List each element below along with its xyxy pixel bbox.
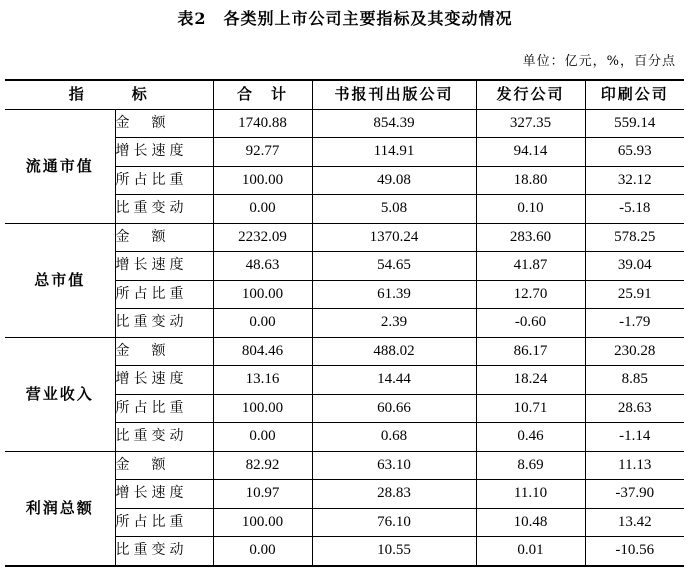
value-cell-printing: -1.14 <box>585 423 684 452</box>
metric-label: 金 额 <box>115 109 213 138</box>
value-cell-total: 92.77 <box>213 138 312 167</box>
value-cell-publishing: 54.65 <box>312 252 476 281</box>
value-cell-distribution: -0.60 <box>476 309 585 338</box>
value-cell-distribution: 41.87 <box>476 252 585 281</box>
value-cell-publishing: 10.55 <box>312 537 476 566</box>
value-cell-printing: 39.04 <box>585 252 684 281</box>
value-cell-total: 0.00 <box>213 195 312 224</box>
value-cell-printing: 230.28 <box>585 337 684 366</box>
header-row <box>5 80 684 109</box>
value-cell-publishing: 76.10 <box>312 508 476 537</box>
value-cell-publishing: 63.10 <box>312 451 476 480</box>
value-cell-publishing: 1370.24 <box>312 223 476 252</box>
indicator-table <box>5 79 684 567</box>
value-cell-total: 48.63 <box>213 252 312 281</box>
group-label: 营业收入 <box>5 337 115 451</box>
value-cell-total: 0.00 <box>213 537 312 566</box>
value-cell-printing: -37.90 <box>585 480 684 509</box>
value-cell-total: 1740.88 <box>213 109 312 138</box>
value-cell-printing: 578.25 <box>585 223 684 252</box>
table-row <box>5 337 684 366</box>
value-cell-distribution: 327.35 <box>476 109 585 138</box>
table-title: 表2 各类别上市公司主要指标及其变动情况 <box>177 9 513 28</box>
value-cell-publishing: 0.68 <box>312 423 476 452</box>
header-indicator-left: 指 <box>68 85 86 104</box>
value-cell-distribution: 0.10 <box>476 195 585 224</box>
value-cell-publishing: 14.44 <box>312 366 476 395</box>
metric-label: 比重变动 <box>115 309 213 338</box>
value-cell-printing: 8.85 <box>585 366 684 395</box>
value-cell-total: 0.00 <box>213 309 312 338</box>
table-body <box>5 109 684 566</box>
header-indicator-right: 标 <box>131 85 149 104</box>
value-cell-total: 13.16 <box>213 366 312 395</box>
value-cell-printing: 25.91 <box>585 280 684 309</box>
value-cell-distribution: 12.70 <box>476 280 585 309</box>
metric-label: 增长速度 <box>115 138 213 167</box>
value-cell-total: 82.92 <box>213 451 312 480</box>
metric-label: 金 额 <box>115 451 213 480</box>
value-cell-printing: 65.93 <box>585 138 684 167</box>
value-cell-total: 0.00 <box>213 423 312 452</box>
table-row <box>5 223 684 252</box>
value-cell-distribution: 10.48 <box>476 508 585 537</box>
value-cell-total: 100.00 <box>213 280 312 309</box>
value-cell-total: 100.00 <box>213 394 312 423</box>
value-cell-total: 100.00 <box>213 166 312 195</box>
value-cell-distribution: 18.80 <box>476 166 585 195</box>
group-label: 总市值 <box>5 223 115 337</box>
header-printing: 印刷公司 <box>585 80 684 109</box>
metric-label: 增长速度 <box>115 366 213 395</box>
value-cell-total: 804.46 <box>213 337 312 366</box>
value-cell-publishing: 114.91 <box>312 138 476 167</box>
metric-label: 所占比重 <box>115 280 213 309</box>
metric-label: 所占比重 <box>115 394 213 423</box>
value-cell-distribution: 8.69 <box>476 451 585 480</box>
metric-label: 比重变动 <box>115 537 213 566</box>
value-cell-distribution: 0.01 <box>476 537 585 566</box>
value-cell-distribution: 10.71 <box>476 394 585 423</box>
metric-label: 金 额 <box>115 337 213 366</box>
metric-label: 金 额 <box>115 223 213 252</box>
table-row <box>5 109 684 138</box>
value-cell-printing: 28.63 <box>585 394 684 423</box>
value-cell-distribution: 94.14 <box>476 138 585 167</box>
metric-label: 比重变动 <box>115 423 213 452</box>
value-cell-distribution: 283.60 <box>476 223 585 252</box>
value-cell-publishing: 5.08 <box>312 195 476 224</box>
value-cell-publishing: 854.39 <box>312 109 476 138</box>
value-cell-distribution: 86.17 <box>476 337 585 366</box>
metric-label: 所占比重 <box>115 508 213 537</box>
value-cell-distribution: 18.24 <box>476 366 585 395</box>
value-cell-printing: -1.79 <box>585 309 684 338</box>
metric-label: 增长速度 <box>115 252 213 281</box>
metric-label: 比重变动 <box>115 195 213 224</box>
value-cell-total: 100.00 <box>213 508 312 537</box>
value-cell-printing: -10.56 <box>585 537 684 566</box>
group-label: 流通市值 <box>5 109 115 223</box>
value-cell-publishing: 488.02 <box>312 337 476 366</box>
header-total: 合 计 <box>213 80 312 109</box>
metric-label: 所占比重 <box>115 166 213 195</box>
value-cell-distribution: 0.46 <box>476 423 585 452</box>
header-publishing: 书报刊出版公司 <box>312 80 476 109</box>
value-cell-publishing: 28.83 <box>312 480 476 509</box>
value-cell-distribution: 11.10 <box>476 480 585 509</box>
value-cell-printing: 11.13 <box>585 451 684 480</box>
header-distribution: 发行公司 <box>476 80 585 109</box>
value-cell-printing: 13.42 <box>585 508 684 537</box>
value-cell-printing: 559.14 <box>585 109 684 138</box>
value-cell-publishing: 2.39 <box>312 309 476 338</box>
group-label: 利润总额 <box>5 451 115 566</box>
value-cell-publishing: 61.39 <box>312 280 476 309</box>
value-cell-total: 10.97 <box>213 480 312 509</box>
value-cell-printing: 32.12 <box>585 166 684 195</box>
value-cell-publishing: 49.08 <box>312 166 476 195</box>
value-cell-publishing: 60.66 <box>312 394 476 423</box>
table-row <box>5 451 684 480</box>
metric-label: 增长速度 <box>115 480 213 509</box>
header-indicator <box>5 80 213 109</box>
value-cell-total: 2232.09 <box>213 223 312 252</box>
unit-note: 单位：亿元，%，百分点 <box>522 54 676 69</box>
value-cell-printing: -5.18 <box>585 195 684 224</box>
